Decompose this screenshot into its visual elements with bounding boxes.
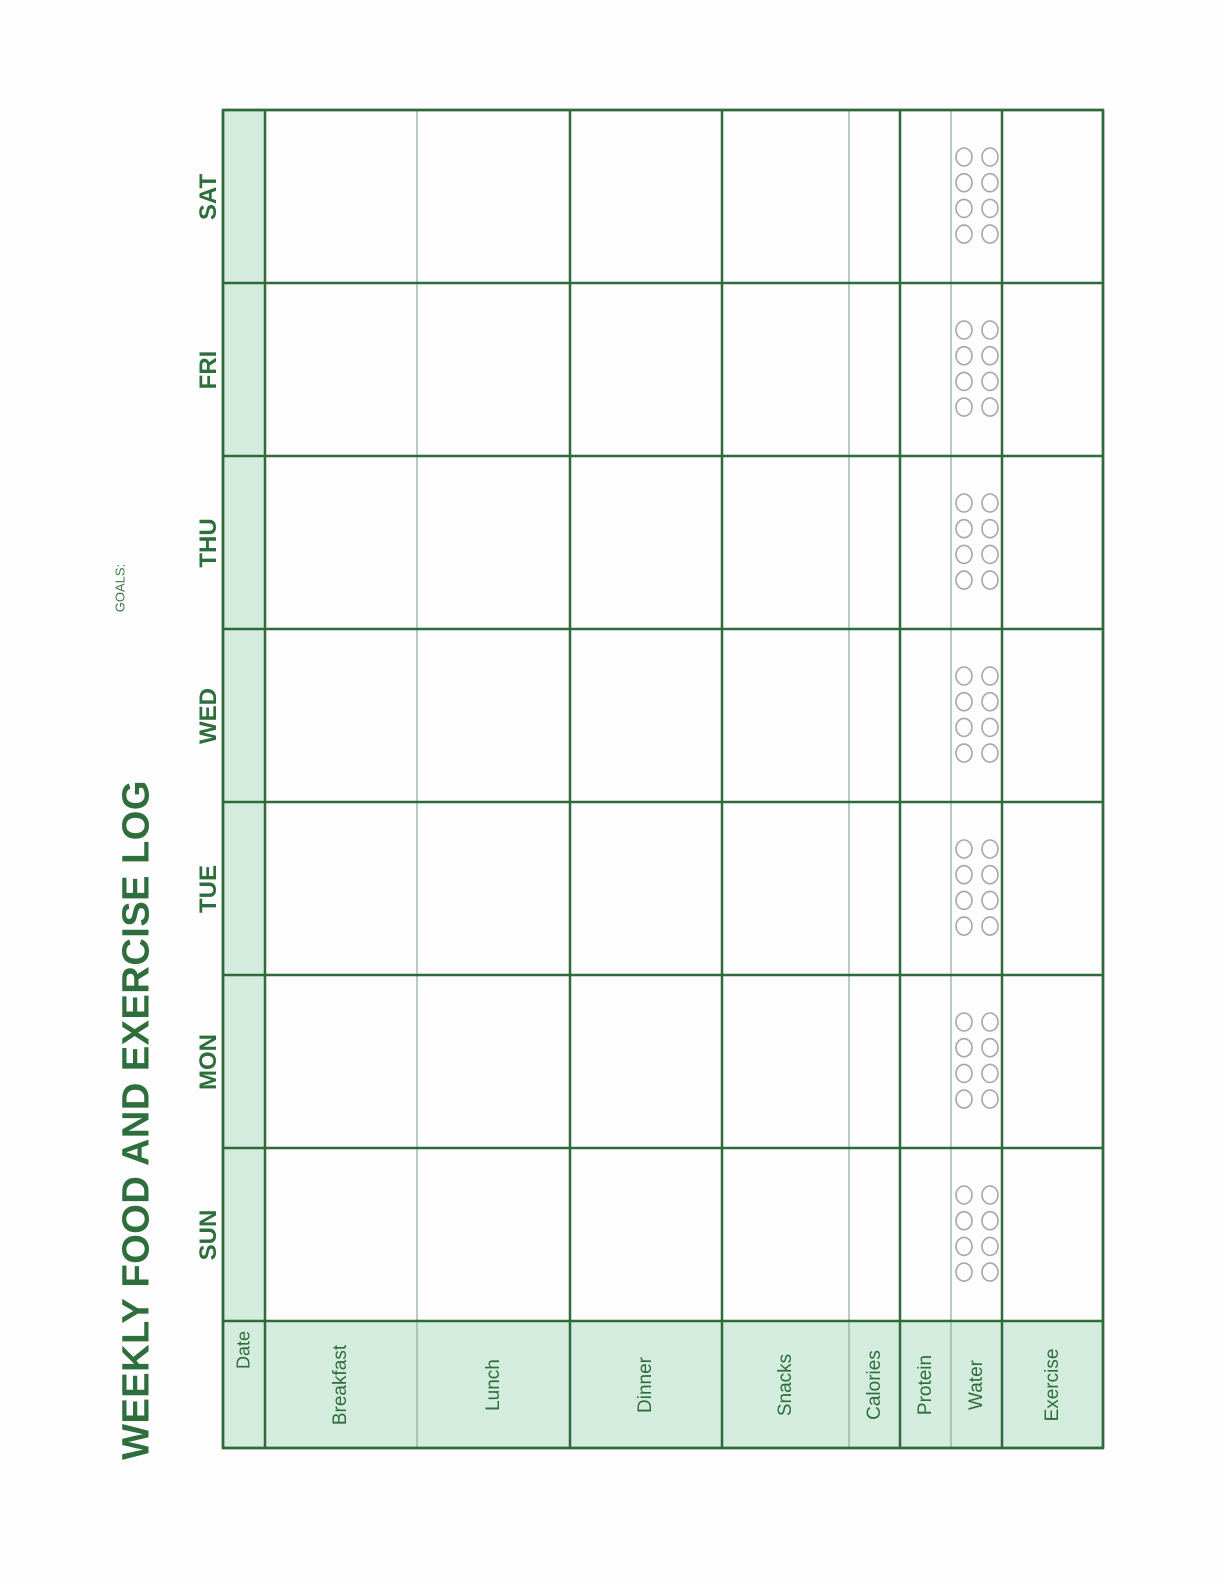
water-circle[interactable] — [956, 917, 972, 935]
water-circle[interactable] — [982, 520, 998, 538]
water-circle[interactable] — [956, 891, 972, 909]
cell-tue-exercise[interactable] — [1002, 802, 1103, 975]
water-circle[interactable] — [956, 347, 972, 365]
row-label-lunch: Lunch — [482, 1358, 504, 1411]
cell-thu-breakfast[interactable] — [265, 456, 417, 629]
day-header-tue: TUE — [195, 864, 222, 913]
cell-mon-calories[interactable] — [849, 975, 900, 1148]
cell-sat-exercise[interactable] — [1002, 110, 1103, 283]
page-title: WEEKLY FOOD AND EXERCISE LOG — [115, 780, 158, 1460]
cell-fri-protein[interactable] — [900, 283, 951, 456]
water-circle[interactable] — [982, 1263, 998, 1281]
cell-thu-lunch[interactable] — [417, 456, 570, 629]
water-circle[interactable] — [956, 520, 972, 538]
cell-sun-snacks[interactable] — [722, 1148, 849, 1321]
day-header-sun: SUN — [195, 1209, 222, 1260]
water-circle[interactable] — [956, 571, 972, 589]
water-circle[interactable] — [982, 398, 998, 416]
row-label-water: Water — [965, 1359, 987, 1410]
water-circle[interactable] — [956, 1186, 972, 1204]
cell-sat-calories[interactable] — [849, 110, 900, 283]
day-header-fri: FRI — [195, 350, 222, 389]
water-circle[interactable] — [956, 321, 972, 339]
water-circle[interactable] — [982, 321, 998, 339]
water-circle[interactable] — [956, 545, 972, 563]
water-circle[interactable] — [982, 1237, 998, 1255]
cell-thu-protein[interactable] — [900, 456, 951, 629]
row-label-exercise: Exercise — [1041, 1348, 1063, 1421]
cell-fri-calories[interactable] — [849, 283, 900, 456]
cell-wed-water — [951, 629, 1002, 802]
cell-sun-breakfast[interactable] — [265, 1148, 417, 1321]
water-circle[interactable] — [956, 1212, 972, 1230]
cell-fri-lunch[interactable] — [417, 283, 570, 456]
cell-tue-water — [951, 802, 1002, 975]
cell-sun-exercise[interactable] — [1002, 1148, 1103, 1321]
cell-sun-water — [951, 1148, 1002, 1321]
day-header-sat: SAT — [195, 173, 222, 220]
cell-wed-snacks[interactable] — [722, 629, 849, 802]
day-header-band — [223, 110, 265, 1321]
cell-tue-snacks[interactable] — [722, 802, 849, 975]
water-circle[interactable] — [982, 1186, 998, 1204]
water-circle[interactable] — [982, 199, 998, 217]
cell-thu-snacks[interactable] — [722, 456, 849, 629]
water-circle[interactable] — [956, 840, 972, 858]
water-circle[interactable] — [956, 744, 972, 762]
row-label-protein: Protein — [914, 1354, 936, 1415]
water-circle[interactable] — [956, 174, 972, 192]
cell-mon-breakfast[interactable] — [265, 975, 417, 1148]
water-circle[interactable] — [956, 1263, 972, 1281]
cell-wed-protein[interactable] — [900, 629, 951, 802]
cell-thu-water — [951, 456, 1002, 629]
cell-sat-protein[interactable] — [900, 110, 951, 283]
water-circle[interactable] — [982, 891, 998, 909]
water-circle[interactable] — [956, 667, 972, 685]
cell-mon-water — [951, 975, 1002, 1148]
water-circle[interactable] — [956, 494, 972, 512]
water-circle[interactable] — [982, 744, 998, 762]
water-circle[interactable] — [956, 866, 972, 884]
water-circle[interactable] — [956, 1237, 972, 1255]
water-circle[interactable] — [982, 693, 998, 711]
cell-sat-dinner[interactable] — [570, 110, 722, 283]
cell-fri-water — [951, 283, 1002, 456]
water-circle[interactable] — [982, 840, 998, 858]
goals-label: GOALS: — [112, 563, 128, 613]
day-header-thu: THU — [195, 517, 222, 568]
date-label: Date — [233, 1330, 254, 1370]
cell-thu-dinner[interactable] — [570, 456, 722, 629]
water-circle[interactable] — [982, 1064, 998, 1082]
water-circle[interactable] — [982, 571, 998, 589]
water-circle[interactable] — [982, 372, 998, 390]
cell-fri-dinner[interactable] — [570, 283, 722, 456]
cell-wed-calories[interactable] — [849, 629, 900, 802]
water-circle[interactable] — [982, 718, 998, 736]
water-circle[interactable] — [982, 1013, 998, 1031]
water-circle[interactable] — [982, 1090, 998, 1108]
cell-wed-breakfast[interactable] — [265, 629, 417, 802]
row-label-breakfast: Breakfast — [330, 1344, 351, 1425]
day-header-mon: MON — [195, 1033, 222, 1090]
water-circle[interactable] — [982, 148, 998, 166]
water-circle[interactable] — [982, 494, 998, 512]
cell-mon-lunch[interactable] — [417, 975, 570, 1148]
cell-sat-lunch[interactable] — [417, 110, 570, 283]
cell-sat-water — [951, 110, 1002, 283]
cell-wed-dinner[interactable] — [570, 629, 722, 802]
water-circle[interactable] — [982, 545, 998, 563]
water-circle[interactable] — [982, 347, 998, 365]
cell-sat-snacks[interactable] — [722, 110, 849, 283]
cell-mon-dinner[interactable] — [570, 975, 722, 1148]
water-circle[interactable] — [956, 199, 972, 217]
cell-sat-breakfast[interactable] — [265, 110, 417, 283]
cell-tue-calories[interactable] — [849, 802, 900, 975]
cell-thu-exercise[interactable] — [1002, 456, 1103, 629]
row-label-calories: Calories — [863, 1349, 885, 1420]
cell-wed-exercise[interactable] — [1002, 629, 1103, 802]
cell-mon-exercise[interactable] — [1002, 975, 1103, 1148]
water-circle[interactable] — [956, 693, 972, 711]
water-circle[interactable] — [956, 372, 972, 390]
water-circle[interactable] — [956, 1064, 972, 1082]
cell-mon-snacks[interactable] — [722, 975, 849, 1148]
water-circle[interactable] — [982, 866, 998, 884]
water-circle[interactable] — [982, 1039, 998, 1057]
water-circle[interactable] — [956, 148, 972, 166]
water-circle[interactable] — [956, 718, 972, 736]
cell-fri-breakfast[interactable] — [265, 283, 417, 456]
water-circle[interactable] — [956, 398, 972, 416]
cell-sun-calories[interactable] — [849, 1148, 900, 1321]
day-header-wed: WED — [195, 687, 222, 744]
cell-tue-breakfast[interactable] — [265, 802, 417, 975]
water-circle[interactable] — [982, 1212, 998, 1230]
water-circle[interactable] — [982, 917, 998, 935]
cell-fri-exercise[interactable] — [1002, 283, 1103, 456]
cell-tue-dinner[interactable] — [570, 802, 722, 975]
cell-tue-lunch[interactable] — [417, 802, 570, 975]
water-circle[interactable] — [982, 225, 998, 243]
cell-sun-protein[interactable] — [900, 1148, 951, 1321]
row-label-dinner: Dinner — [635, 1356, 656, 1413]
water-circle[interactable] — [982, 174, 998, 192]
water-circle[interactable] — [956, 1090, 972, 1108]
cell-sun-lunch[interactable] — [417, 1148, 570, 1321]
row-label-snacks: Snacks — [774, 1353, 796, 1416]
cell-fri-snacks[interactable] — [722, 283, 849, 456]
cell-wed-lunch[interactable] — [417, 629, 570, 802]
water-circle[interactable] — [956, 1039, 972, 1057]
cell-mon-protein[interactable] — [900, 975, 951, 1148]
cell-tue-protein[interactable] — [900, 802, 951, 975]
cell-thu-calories[interactable] — [849, 456, 900, 629]
water-circle[interactable] — [956, 225, 972, 243]
cell-sun-dinner[interactable] — [570, 1148, 722, 1321]
water-circle[interactable] — [956, 1013, 972, 1031]
water-circle[interactable] — [982, 667, 998, 685]
